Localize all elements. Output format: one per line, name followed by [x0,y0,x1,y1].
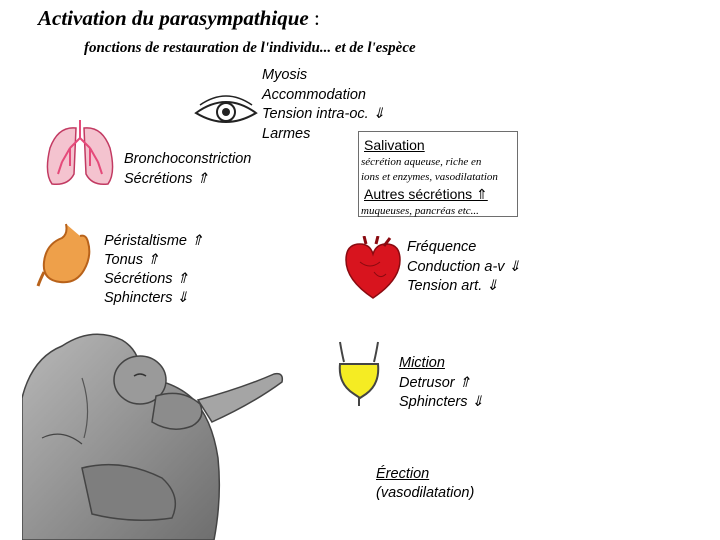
heart-icon [340,236,406,300]
digestive-effect-line: Sphincters ⇓ [104,290,189,306]
eye-effect-line: Accommodation [262,86,366,103]
genital-effects [376,465,474,503]
cardiac-effect-line: Tension art. ⇓ [407,278,499,294]
salivation-description-line: ions et enzymes, vasodilatation [361,171,498,183]
digestive-effect-line: Péristaltisme ⇑ [104,233,204,249]
lung-effect-line: Sécrétions ⇑ [124,171,209,187]
eye-icon [192,93,260,131]
salivation-description-line: sécrétion aqueuse, riche en [361,156,482,168]
urinary-effects [399,354,484,413]
eye-effect-line: Myosis [262,67,308,83]
cardiac-effect-line: Fréquence [407,239,477,255]
other-secretions-description: muqueuses, pancréas etc... [361,205,479,217]
urinary-effect-line: Sphincters ⇓ [399,394,484,410]
salivation-description [361,155,498,185]
lung-effect-line: Bronchoconstriction [124,151,252,167]
lungs-icon [40,118,120,188]
eye-effect-line: Tension intra-oc. ⇓ [262,106,385,122]
urinary-effect-line: Miction [399,355,445,371]
diagram-subtitle: fonctions de restauration de l'individu... et de l'espèce [84,40,416,56]
genital-effect-line: (vasodilatation) [376,485,475,501]
stomach-icon [36,222,98,288]
genital-effect-line: Érection [376,466,430,482]
salivation-title: Salivation [364,137,425,153]
urinary-effect-line: Detrusor ⇑ [399,374,471,391]
digestive-effect-line: Sécrétions ⇑ [104,271,189,287]
diagram-title: Activation du parasympathique : [38,6,320,30]
resting-figure-illustration [22,318,322,540]
bladder-icon [334,340,384,408]
other-secretions-title: Autres sécrétions ⇑ [364,186,488,202]
digestive-effect-line: Tonus ⇑ [104,252,160,268]
eye-effect-line: Larmes [262,125,311,142]
cardiac-effects [407,238,521,297]
cardiac-effect-line: Conduction a-v ⇓ [407,258,521,275]
lung-effects [124,149,251,189]
digestive-effects [104,232,203,308]
